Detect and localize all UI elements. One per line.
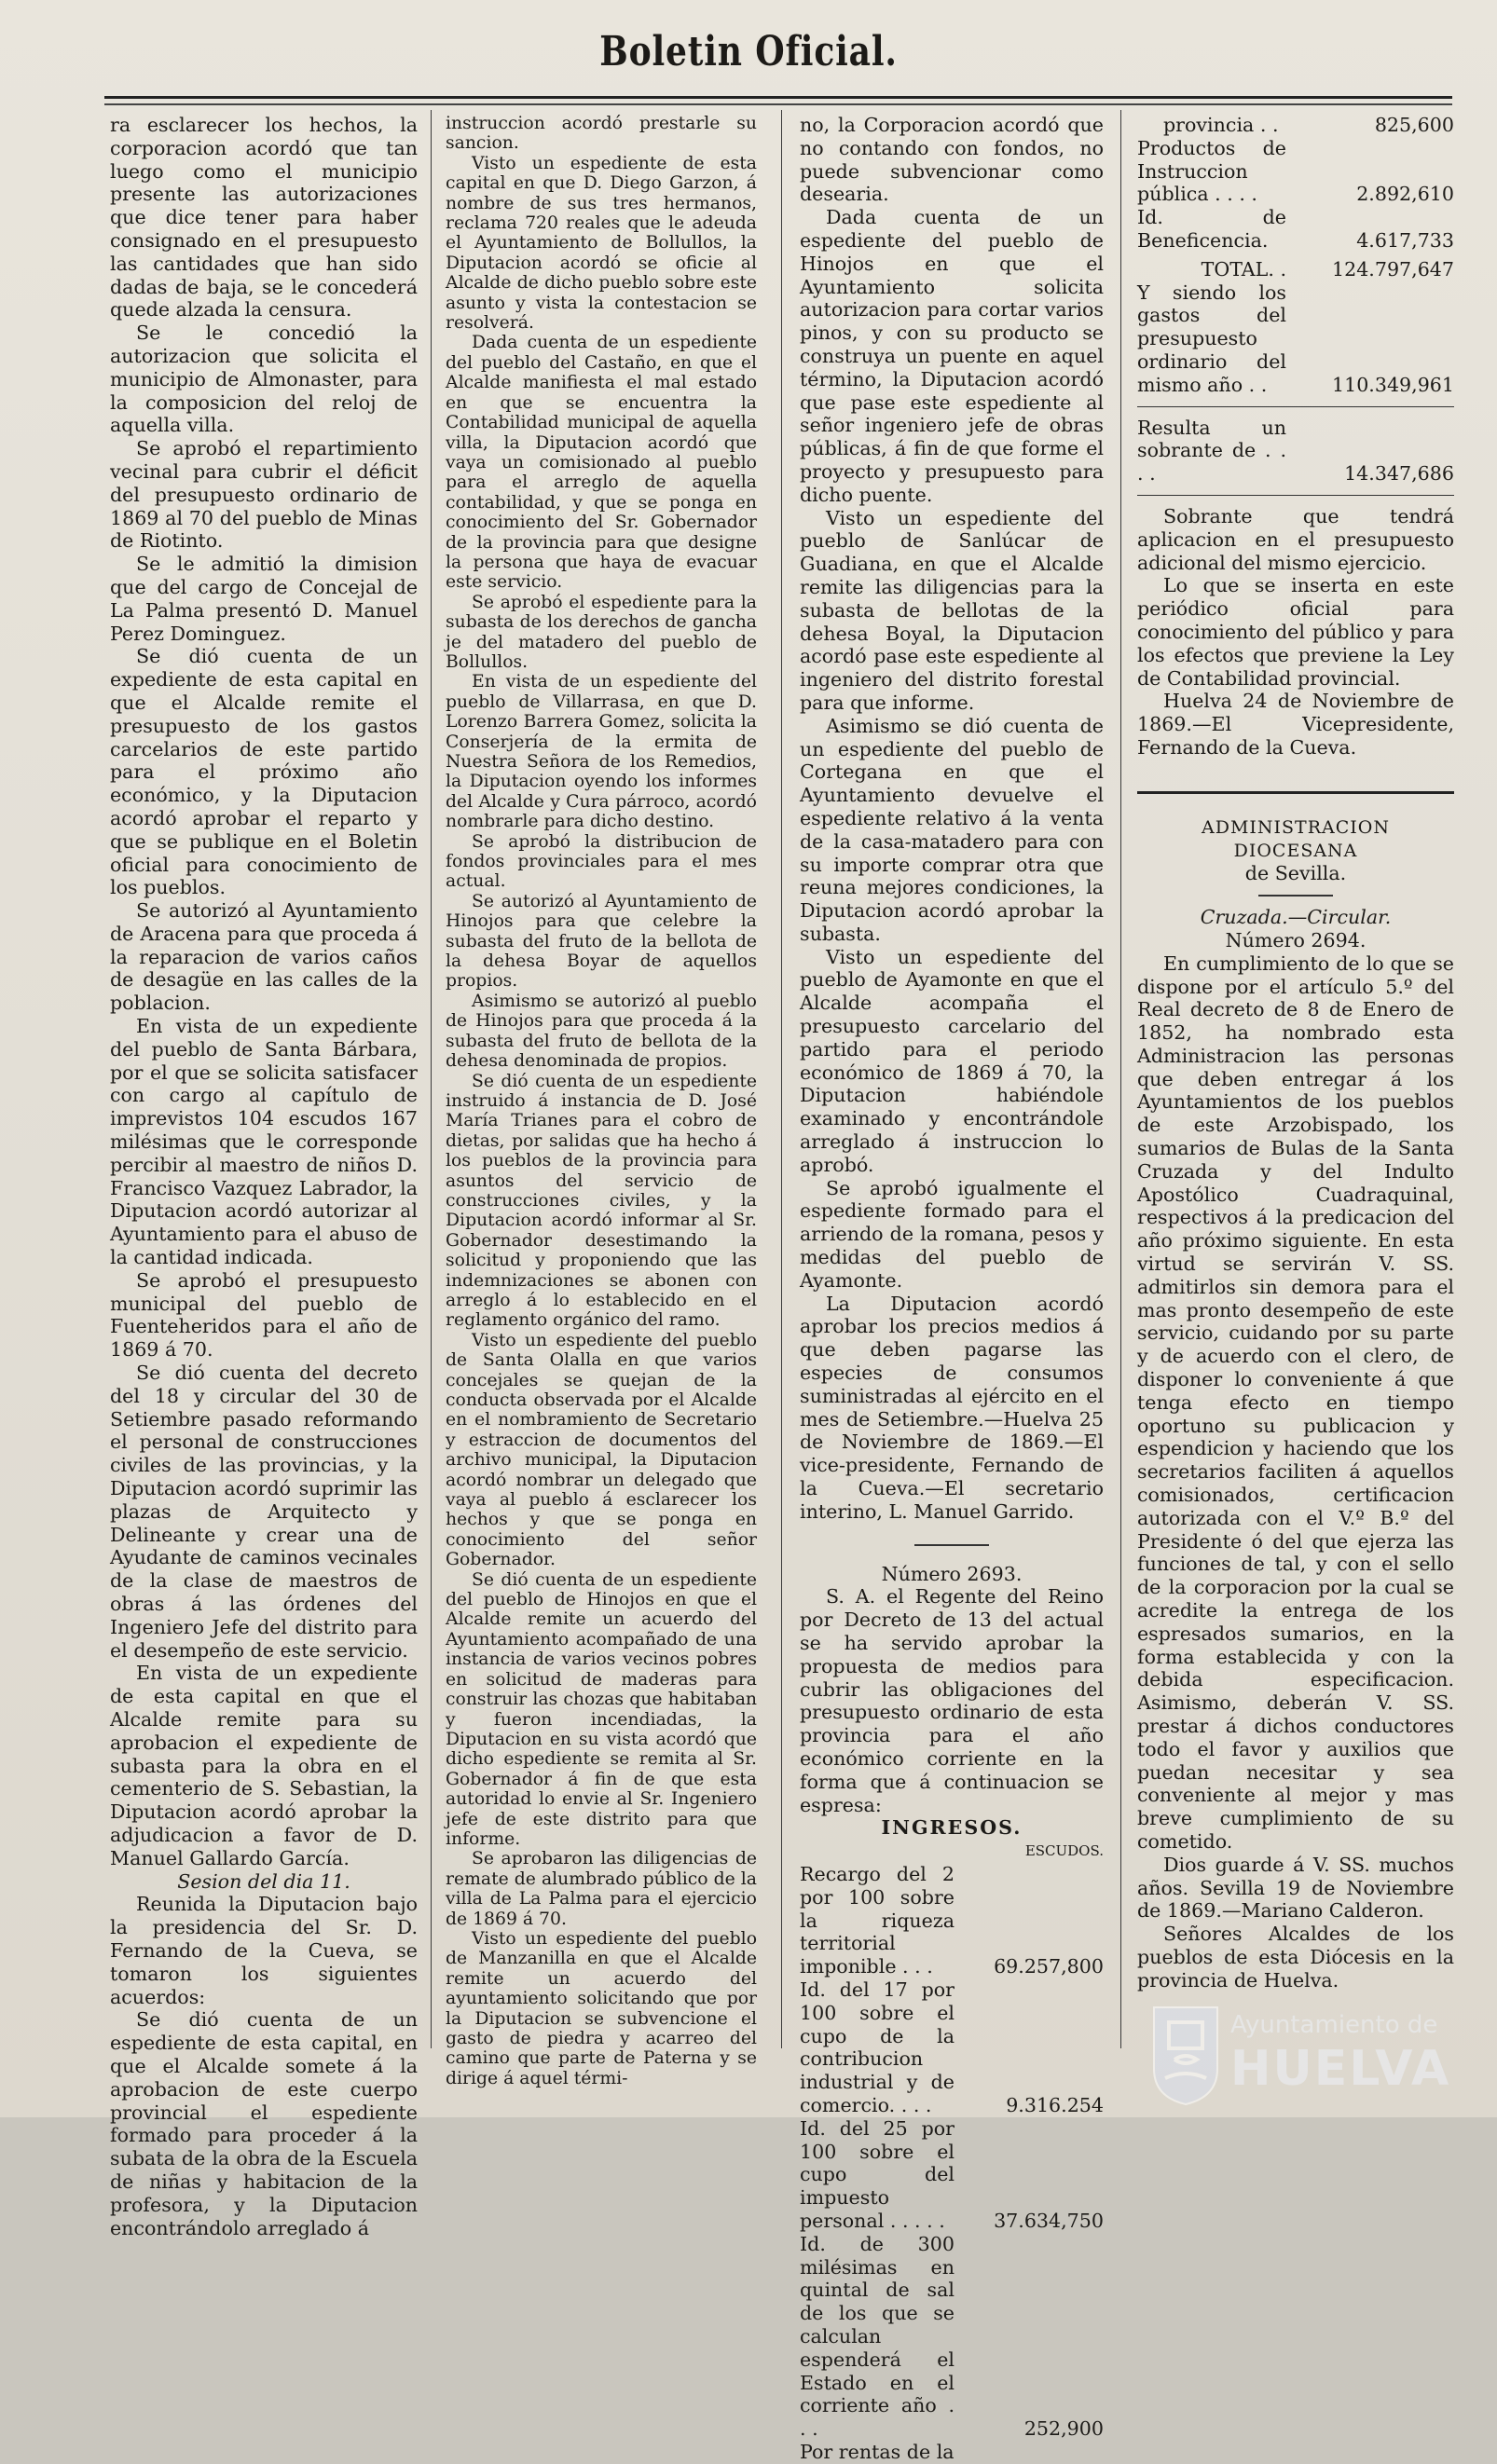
- paragraph: no, la Corporacion acordó que no contando con fondos, no puede subvencionar como desearia.: [800, 114, 1104, 206]
- budget-row-label: Id. del 17 por 100 sobre el cupo de la contribucion industrial y de comercio. . . .: [800, 1978, 955, 2116]
- paragraph: Visto un espediente del pueblo de Manzanilla en que el Alcalde remite un acuerdo del ayuntamiento solicitando que por la Diputacion se subvencione el gasto de piedra y acarreo del camino que parte de Paterna y se dirige á aquel térmi-: [446, 1928, 757, 2088]
- watermark-line-2: HUELVA: [1230, 2041, 1451, 2097]
- budget-row: [1137, 137, 1454, 206]
- section-divider: [1258, 895, 1333, 897]
- paragraph: Se dió cuenta de un espediente instruido á instancia de D. José María Trianes para el cobro de dietas, por salidas que ha hecho á los pueblos de la provincia para asuntos del servicio de construcciones civiles, y la Diputacion acordó informar al Sr. Gobernador desestimando la solicitud y proponiendo que las indemnizaciones se abonen con arreglo á lo establecido en el reglamento orgánico del ramo.: [446, 1071, 757, 1331]
- ingresos-heading: INGRESOS.: [881, 1816, 1023, 1840]
- budget-row-label: Recargo del 2 por 100 sobre la riqueza territorial imponible . . .: [800, 1862, 955, 1978]
- budget-row-amount: 4.617,733: [1356, 228, 1454, 252]
- paragraph: Huelva 24 de Noviembre de 1869.—El Vicepresidente, Fernando de la Cueva.: [1137, 690, 1454, 759]
- paragraph: En cumplimiento de lo que se dispone por el artículo 5.º del Real decreto de 8 de Enero de 1852, ha nombrado esta Administracion las personas que deben entregar á los Ayuntamientos de los pueblos de este Arzobispado, los sumarios de Bulas de la Santa Cruzada y del Indulto Apostólico Cuadraquinal, respectivos á la predicacion del año próximo siguiente. En esta virtud se servirán V. SS. admitirlos sin demora para el mas pronto desempeño de este servicio, cuidando por su parte y de acuerdo con el clero, de disponer lo conveniente á que tenga efecto en tiempo oportuno su publicacion y espendicion y haciendo que los secretarios faciliten á aquellos comisionados, certificacion autorizada con el V.º B.º del Presidente ó del que ejerza las funciones de tal, y con el sello de la corporacion por la cual se acredite la entrega de los espresados sumarios, en la forma establecida y con la debida especificacion. Asimismo, deberán V. SS. prestar á dichos conductores todo el favor y auxilios que puedan necesitar y sea conveniente al mejor y mas breve cumplimiento de su cometido.: [1137, 951, 1454, 1853]
- paragraph: En vista de un espediente del pueblo de Villarrasa, en que D. Lorenzo Barrera Gomez, solicita la Conserjería de la ermita de Nuestra Señora de los Remedios, la Diputacion oyendo los informes del Alcalde y Cura párroco, acordó nombrarle para dicho destino.: [446, 672, 757, 832]
- paragraph: Sobrante que tendrá aplicacion en el presupuesto adicional del mismo ejercicio.: [1137, 504, 1454, 574]
- paragraph: instruccion acordó prestarle su sancion.: [446, 114, 757, 154]
- paragraph: Visto un espediente del pueblo de Santa Olalla en que varios concejales se quejan de la conducta observada por el Alcalde en el nombramiento de Secretario y estraccion de documentos del archivo municipal, la Diputacion acordó nombrar un delegado que vaya al pueblo á esclarecer los hechos y que se ponga en conocimiento del señor Gobernador.: [446, 1330, 757, 1570]
- paragraph: Visto un espediente del pueblo de Ayamonte en que el Alcalde acompaña el presupuesto carcelario del partido para el periodo económico de 1869 á 70, la Diputacion habiéndole examinado y encontrándole arreglado á instruccion lo aprobó.: [800, 945, 1104, 1176]
- paragraph: S. A. el Regente del Reino por Decreto de 13 del actual se ha servido aprobar la propuesta de medios para cubrir las obligaciones del presupuesto ordinario de esta provincia para el año económico corriente en la forma que á continuacion se espresa:: [800, 1585, 1104, 1816]
- paragraph: Dios guarde á V. SS. muchos años. Sevilla 19 de Noviembre de 1869.—Mariano Calderon.: [1137, 1853, 1454, 1923]
- column-divider: [431, 110, 432, 2048]
- paragraph: Se le admitió la dimision que del cargo de Concejal de La Palma presentó D. Manuel Perez Dominguez.: [110, 553, 418, 645]
- watermark-line-1: Ayuntamiento de: [1230, 2011, 1438, 2039]
- paragraph: Se dió cuenta de un espediente de esta capital, en que el Alcalde somete á la aprobacion de este cuerpo provincial el espediente formado para proceder á la subata de la obra de la Escuela de niñas y habitacion de la profesora, y la Diputacion encontrándolo arreglado á: [110, 2008, 418, 2239]
- shield-logo-icon: [1148, 2004, 1223, 2106]
- notice-number: Número 2694.: [1225, 928, 1367, 951]
- budget-row: [800, 2233, 1104, 2441]
- total-row: [1137, 258, 1454, 281]
- paragraph: Dada cuenta de un espediente del pueblo de Hinojos en que el Ayuntamiento solicita autorizacion para cortar varios pinos, y con su producto se construya un puente en aquel término, la Diputacion acordó que pase este espediente al señor ingeniero jefe de obras públicas, á fin de que forme el proyecto y presupuesto para dicho puente.: [800, 206, 1104, 506]
- paragraph: Visto un espediente del pueblo de Sanlúcar de Guadiana, en que el Alcalde remite las diligencias para la subasta de bellotas de la dehesa Boyal, la Diputacion acordó pase este espediente al ingeniero del distrito forestal para que informe.: [800, 506, 1104, 714]
- sobrante-row: [1137, 417, 1454, 486]
- session-heading: Sesion del dia 11.: [177, 1869, 350, 1893]
- gastos-label: Y siendo los gastos del presupuesto ordinario del mismo año . .: [1137, 281, 1286, 396]
- budget-row-amount: 825,600: [1374, 114, 1454, 136]
- budget-row-label: Id. de 300 milésimas en quintal de sal de los que se calculan espenderá el Estado en el corriente año . . .: [800, 2232, 955, 2441]
- column-1: [110, 114, 418, 2239]
- column-3: [800, 114, 1104, 2464]
- sobrante-label: Resulta un sobrante de . . . .: [1137, 416, 1286, 486]
- paragraph: Se dió cuenta de un expediente de esta capital en que el Alcalde remite el presupuesto de los gastos carcelarios de este partido para el próximo año económico, y la Diputacion acordó aprobar el reparto y que se publique en el Boletin oficial para conocimiento de los pueblos.: [110, 645, 418, 899]
- paragraph: Se aprobó la distribucion de fondos provinciales para el mes actual.: [446, 831, 757, 892]
- paragraph: Se aprobó igualmente el espediente formado para el arriendo de la romana, pesos y medidas del pueblo de Ayamonte.: [800, 1176, 1104, 1292]
- paragraph: Se aprobó el presupuesto municipal del pueblo de Fuenteheridos para el año de 1869 á 70.: [110, 1268, 418, 1362]
- column-divider: [1120, 110, 1121, 2048]
- budget-row-amount: 2.892,610: [1356, 183, 1454, 206]
- budget-row-label: Id. de Beneficencia.: [1137, 206, 1286, 252]
- header-rule-secondary: [104, 103, 1452, 105]
- paragraph: Asimismo se dió cuenta de un espediente del pueblo de Cortegana en que el Ayuntamiento devuelve el espediente relativo á la venta de la casa-matadero para con su importe comprar otra que reuna mejores condiciones, la Diputacion acordó aprobar la subasta.: [800, 714, 1104, 945]
- paragraph: En vista de un expediente de esta capital en que el Alcalde remite para su aprobacion el expediente de subasta para la obra en el cementerio de S. Sebastian, la Diputacion acordó aprobar la adjudicacion a favor de D. Manuel Gallardo García.: [110, 1662, 418, 1869]
- paragraph: Se le concedió la autorizacion que solicita el municipio de Almonaster, para la composicion del reloj de aquella villa.: [110, 322, 418, 437]
- paragraph: Se autorizó al Ayuntamiento de Aracena para que proceda á la reparacion de varios caños de desagüe en las calles de la poblacion.: [110, 899, 418, 1015]
- notice-number: Número 2693.: [881, 1562, 1023, 1585]
- column-divider: [781, 110, 782, 2048]
- paragraph: Se dió cuenta de un espediente del pueblo de Hinojos en que el Alcalde remite un acuerdo del Ayuntamiento acompañado de una instancia de varios vecinos pobres en solicitud de maderas para construir las chozas que habitaban y fueron incendiadas, la Diputacion en su vista acordó que dicho espediente se remita al Sr. Gobernador á fin de que esta autoridad lo envie al Sr. Ingeniero jefe de este distrito para que informe.: [446, 1569, 757, 1849]
- header-rule: [104, 96, 1452, 99]
- paragraph: Se aprobó el repartimiento vecinal para cubrir el déficit del presupuesto ordinario de 1869 al 70 del pueblo de Minas de Riotinto.: [110, 437, 418, 553]
- section-divider: [914, 1544, 989, 1546]
- paragraph: La Diputacion acordó aprobar los precios medios á que deben pagarse las especies de consumos suministradas al ejército en el mes de Setiembre.—Huelva 25 de Noviembre de 1869.—El vice-presidente, Fernando de la Cueva.—El secretario interino, L. Manuel Garrido.: [800, 1292, 1104, 1523]
- paragraph: Visto un espediente de esta capital en que D. Diego Garzon, á nombre de sus tres hermanos, reclama 720 reales que le adeuda el Ayuntamiento de Bollullos, la Diputacion acordó se oficie al Alcalde de dicho pueblo sobre este asunto y vista la contestacion se resolverá.: [446, 153, 757, 334]
- gastos-amount: 110.349,961: [1331, 373, 1454, 396]
- paragraph: Se aprobó el espediente para la subasta de los derechos de gancha je del matadero del pueblo de Bollullos.: [446, 592, 757, 672]
- currency-label: ESCUDOS.: [1024, 1842, 1104, 1860]
- paragraph: ra esclarecer los hechos, la corporacion acordó que tan luego como el municipio presente las autorizaciones que dice tener para haber consignado en el presupuesto las cantidades que han sido dadas de baja, se le concederá quede alzada la censura.: [110, 114, 418, 322]
- budget-row: [1137, 114, 1454, 137]
- budget-row: [800, 2117, 1104, 2233]
- budget-row-amount: 252,900: [1023, 2417, 1104, 2441]
- sum-rule: [1137, 495, 1454, 496]
- sobrante-amount: 14.347,686: [1344, 462, 1454, 486]
- budget-row: [800, 2441, 1104, 2464]
- paragraph: Asimismo se autorizó al pueblo de Hinojos para que proceda á la subasta del fruto de bellota de la dehesa denominada de propios.: [446, 991, 757, 1072]
- budget-row-label: Por rentas de la: [800, 2440, 955, 2463]
- paragraph: Reunida la Diputacion bajo la presidencia del Sr. D. Fernando de la Cueva, se tomaron los siguientes acuerdos:: [110, 1893, 418, 2008]
- budget-row-amount: 9.316.254: [1006, 2093, 1104, 2116]
- budget-row-label: provincia . .: [1163, 114, 1279, 136]
- budget-row-amount: 69.257,800: [994, 1955, 1104, 1978]
- paragraph: Dada cuenta de un espediente del pueblo del Castaño, en que el Alcalde manifiesta el mal estado en que se encuentra la Contabilidad municipal de aquella villa, la Diputacion acordó que vaya un comisionado al pueblo para el arreglo de aquella contabilidad, y que se ponga en conocimiento del Sr. Gobernador de la provincia para que designe la persona que haya de evacuar este servicio.: [446, 333, 757, 593]
- section-title: ADMINISTRACION DIOCESANA: [1201, 816, 1390, 861]
- budget-row-label: Productos de Instruccion pública . . . .: [1137, 136, 1286, 206]
- column-4: [1137, 114, 1454, 1992]
- budget-row-amount: 37.634,750: [994, 2209, 1104, 2232]
- total-amount: 124.797,647: [1331, 257, 1454, 281]
- budget-row: [800, 1978, 1104, 2117]
- budget-row: [1137, 206, 1454, 253]
- column-2: [446, 114, 757, 2088]
- ayuntamiento-watermark: [1148, 2004, 1456, 2106]
- paragraph: Se aprobaron las diligencias de remate de alumbrado público de la villa de La Palma para el ejercicio de 1869 á 70.: [446, 1849, 757, 1929]
- paragraph: Señores Alcaldes de los pueblos de esta Diócesis en la provincia de Huelva.: [1137, 1923, 1454, 1992]
- gastos-row: [1137, 281, 1454, 397]
- masthead-title: Boletin Oficial.: [599, 28, 898, 75]
- sum-rule: [1137, 406, 1454, 407]
- section-subtitle: de Sevilla.: [1244, 862, 1347, 885]
- paragraph: En vista de un expediente del pueblo de Santa Bárbara, por el que se solicita satisfacer con cargo al capítulo de imprevistos 104 escudos 167 milésimas que le corresponde percibir al maestro de niños D. Francisco Vazquez Labrador, la Diputacion acordó autorizar al Ayuntamiento para el abuso de la cantidad indicada.: [110, 1015, 418, 1269]
- paragraph: Lo que se inserta en este periódico oficial para conocimiento del público y para los efectos que previene la Ley de Contabilidad provincial.: [1137, 574, 1454, 690]
- budget-row-label: Id. del 25 por 100 sobre el cupo del impuesto personal . . . . .: [800, 2116, 955, 2232]
- paragraph: Se autorizó al Ayuntamiento de Hinojos para que celebre la subasta del fruto de la bellota de la dehesa Boyar de aquellos propios.: [446, 891, 757, 992]
- paragraph: Se dió cuenta del decreto del 18 y circular del 30 de Setiembre pasado reformando el personal de construcciones civiles de las provincias, y la Diputacion acordó suprimir las plazas de Arquitecto y Delineante y crear una de Ayudante de caminos vecinales de la clase de maestros de obras á las órdenes del Ingeniero Jefe del distrito para el desempeño de este servicio.: [110, 1362, 418, 1662]
- budget-row: [800, 1863, 1104, 1978]
- circular-heading: Cruzada.—Circular.: [1200, 906, 1392, 929]
- section-divider: [1137, 791, 1454, 794]
- total-label: TOTAL. .: [1201, 257, 1286, 281]
